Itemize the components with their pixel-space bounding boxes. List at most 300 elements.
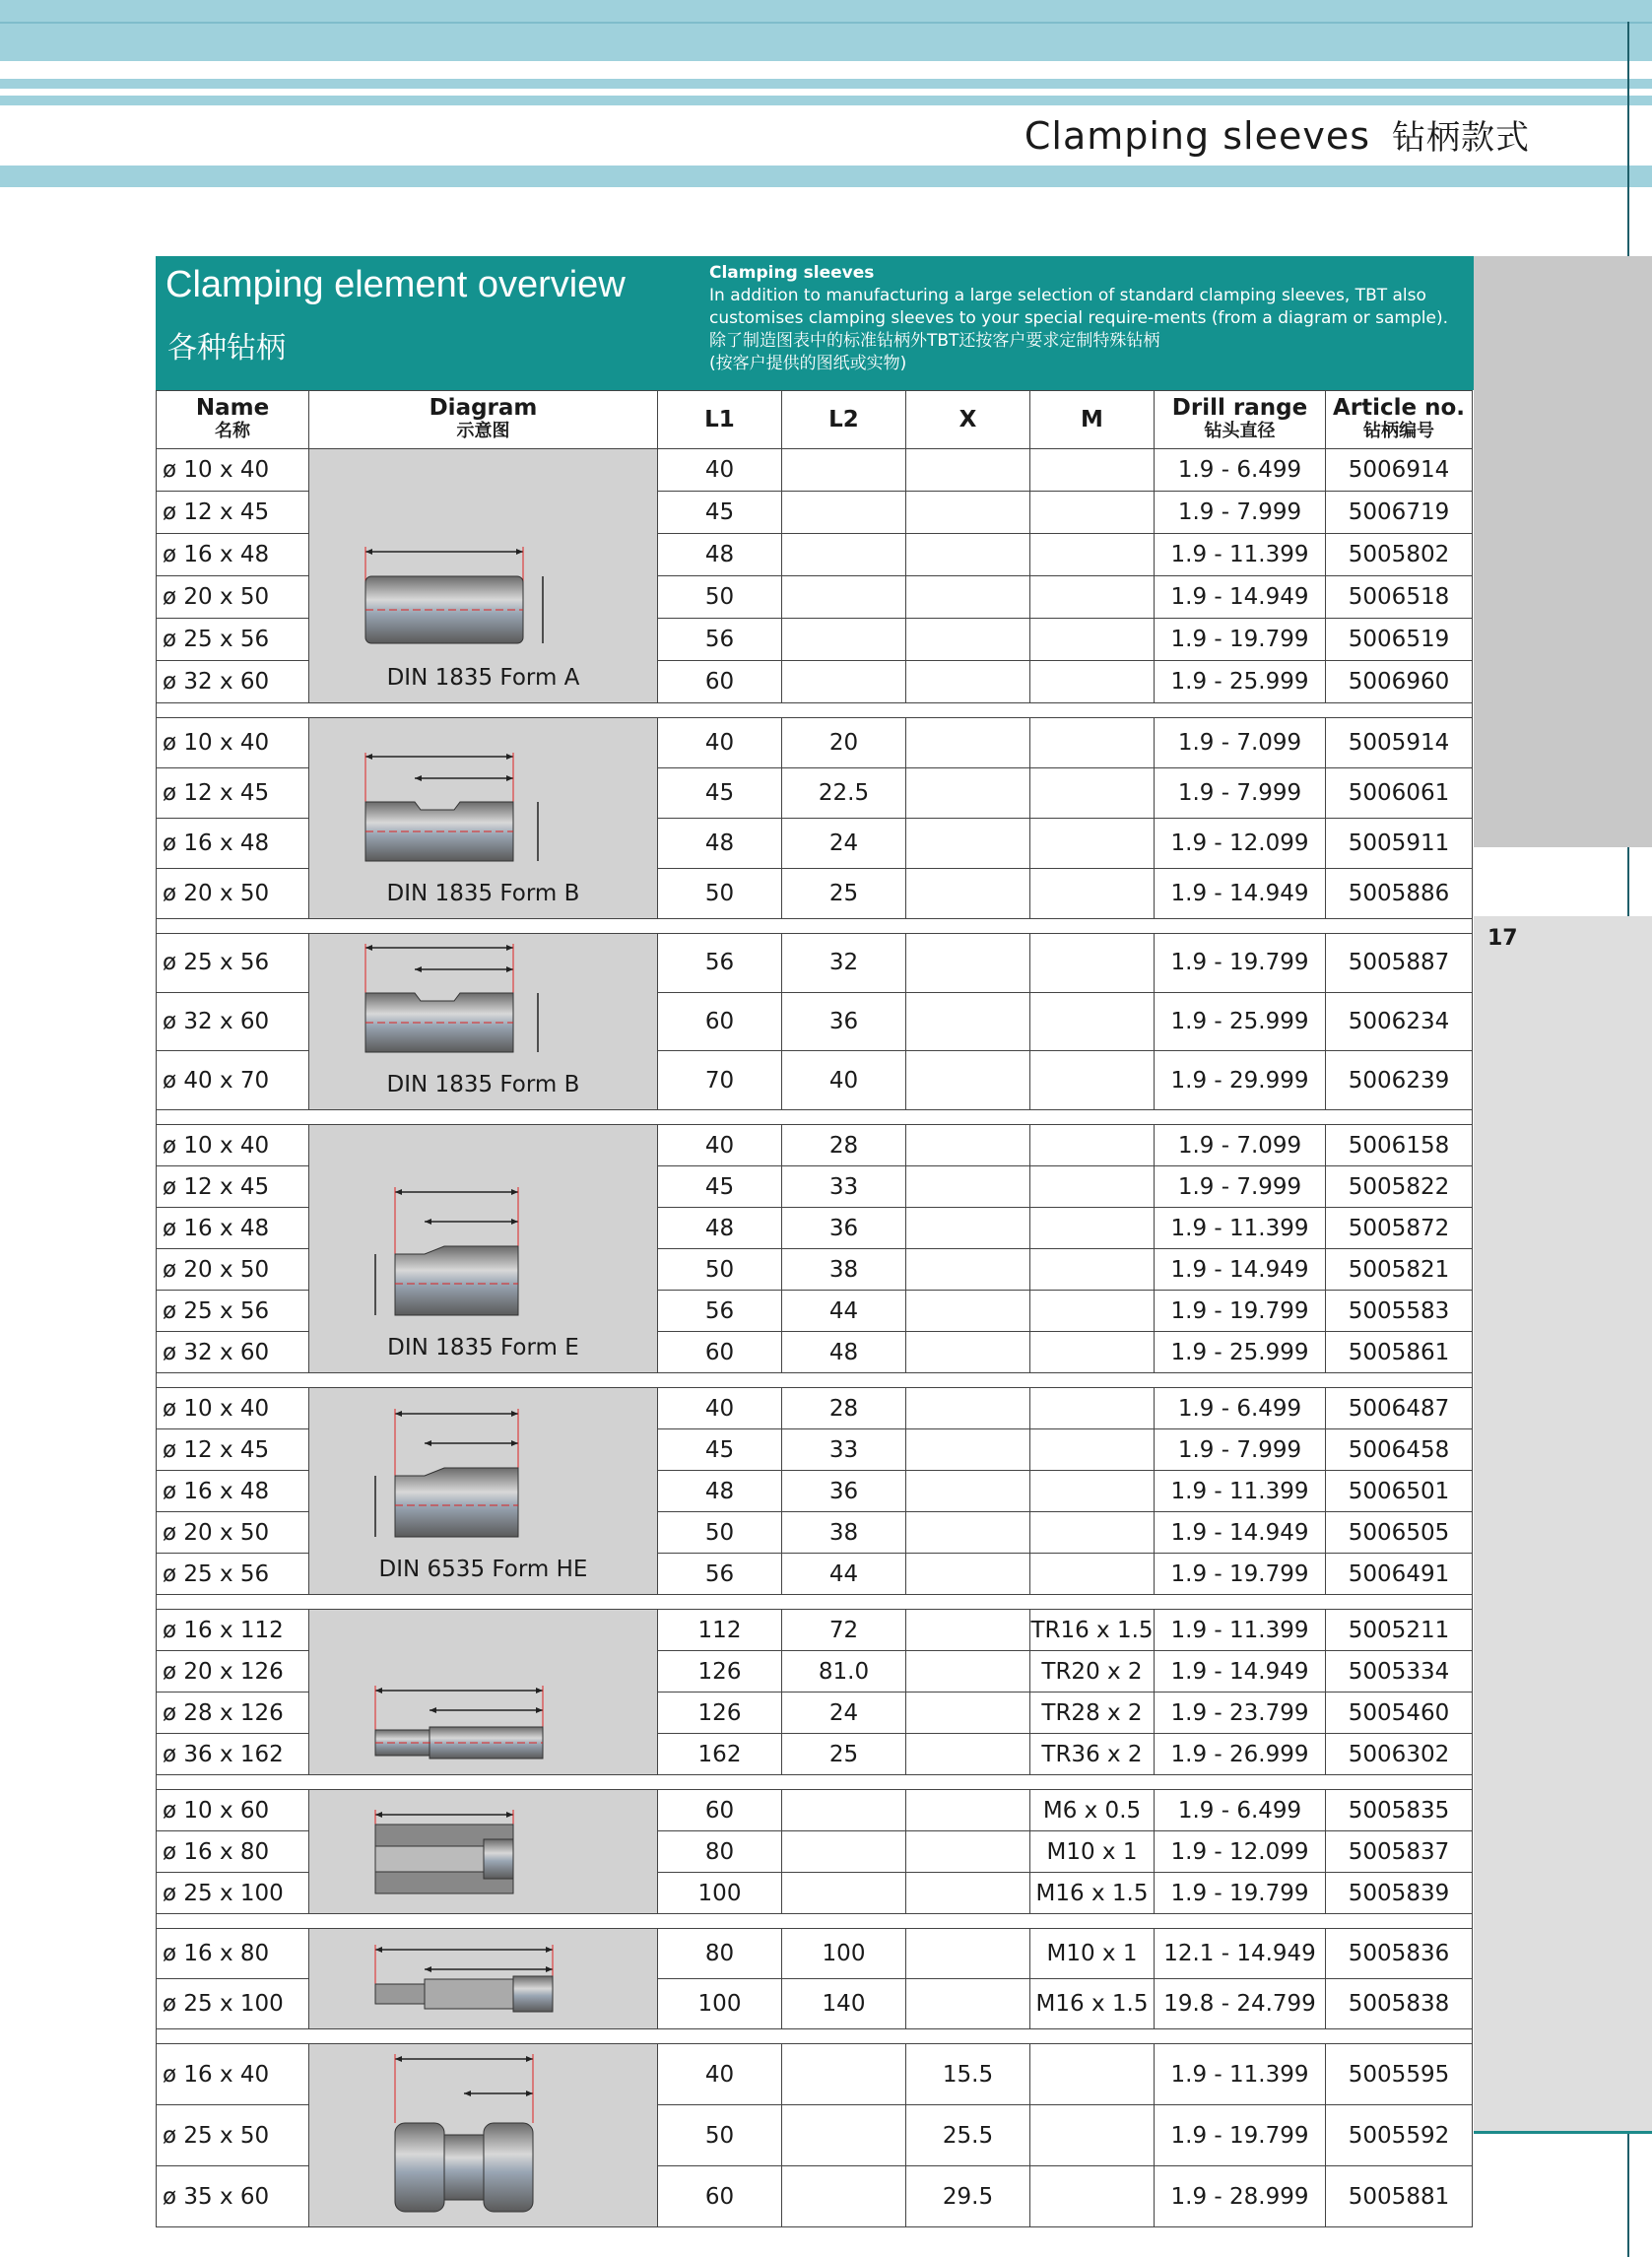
cell-drill: 1.9 - 7.999 xyxy=(1155,1166,1326,1208)
cell-x xyxy=(906,1790,1030,1831)
cell-l2 xyxy=(782,2044,906,2105)
cell-x xyxy=(906,1208,1030,1249)
cell-article: 5005211 xyxy=(1326,1610,1473,1651)
cell-diagram-formA xyxy=(309,449,658,703)
cell-x xyxy=(906,1512,1030,1554)
cell-article: 5005821 xyxy=(1326,1249,1473,1291)
cell-name: ø 16 x 48 xyxy=(157,1208,309,1249)
cell-l1: 50 xyxy=(658,576,782,619)
cell-m xyxy=(1030,2044,1155,2105)
cell-drill: 1.9 - 11.399 xyxy=(1155,1208,1326,1249)
cell-article: 5006234 xyxy=(1326,992,1473,1051)
cell-l2: 44 xyxy=(782,1291,906,1332)
table-row xyxy=(157,1388,1473,1429)
cell-l2: 25 xyxy=(782,869,906,919)
cell-name: ø 12 x 45 xyxy=(157,492,309,534)
cell-l2: 140 xyxy=(782,1979,906,2029)
cell-diagram-formE xyxy=(309,1125,658,1373)
cell-m: M10 x 1 xyxy=(1030,1831,1155,1873)
group-separator xyxy=(157,1110,1473,1125)
cell-l2: 22.5 xyxy=(782,768,906,819)
side-tab-lower xyxy=(1474,916,1652,2131)
cell-article: 5006914 xyxy=(1326,449,1473,492)
cell-drill: 1.9 - 11.399 xyxy=(1155,2044,1326,2105)
cell-l2: 38 xyxy=(782,1512,906,1554)
col-l1: L1 xyxy=(658,391,782,449)
cell-m xyxy=(1030,1512,1155,1554)
cell-drill: 1.9 - 7.099 xyxy=(1155,718,1326,768)
cell-article: 5006519 xyxy=(1326,619,1473,661)
table-header-row xyxy=(157,391,1473,449)
cell-m: M16 x 1.5 xyxy=(1030,1979,1155,2029)
cell-name: ø 12 x 45 xyxy=(157,1166,309,1208)
table-row xyxy=(157,449,1473,492)
page-title xyxy=(1024,110,1530,159)
cell-x xyxy=(906,1610,1030,1651)
cell-article: 5005911 xyxy=(1326,819,1473,869)
cell-drill: 1.9 - 19.799 xyxy=(1155,2105,1326,2166)
cell-l1: 56 xyxy=(658,934,782,993)
cell-article: 5005835 xyxy=(1326,1790,1473,1831)
cell-x xyxy=(906,1332,1030,1373)
cell-article: 5005861 xyxy=(1326,1332,1473,1373)
cell-l2 xyxy=(782,576,906,619)
cell-l2 xyxy=(782,492,906,534)
cell-article: 5006491 xyxy=(1326,1554,1473,1595)
cell-l1: 126 xyxy=(658,1651,782,1693)
cell-drill: 1.9 - 23.799 xyxy=(1155,1693,1326,1734)
cell-l2: 24 xyxy=(782,819,906,869)
cell-article: 5005802 xyxy=(1326,534,1473,576)
diagram-label: DIN 6535 Form HE xyxy=(378,1557,588,1582)
cell-l2 xyxy=(782,1873,906,1914)
cell-article: 5006158 xyxy=(1326,1125,1473,1166)
cell-l1: 56 xyxy=(658,619,782,661)
cell-l1: 60 xyxy=(658,1332,782,1373)
cell-x xyxy=(906,619,1030,661)
cell-m xyxy=(1030,1332,1155,1373)
cell-l1: 40 xyxy=(658,449,782,492)
cell-drill: 1.9 - 7.999 xyxy=(1155,492,1326,534)
cell-m xyxy=(1030,1166,1155,1208)
cell-x xyxy=(906,1873,1030,1914)
cell-l1: 45 xyxy=(658,1166,782,1208)
cell-name: ø 32 x 60 xyxy=(157,992,309,1051)
cell-l1: 126 xyxy=(658,1693,782,1734)
cell-l2 xyxy=(782,619,906,661)
cell-l2: 24 xyxy=(782,1693,906,1734)
table-row xyxy=(157,1929,1473,1979)
cell-l2: 72 xyxy=(782,1610,906,1651)
cell-drill: 1.9 - 11.399 xyxy=(1155,1471,1326,1512)
cell-article: 5006487 xyxy=(1326,1388,1473,1429)
cell-l1: 56 xyxy=(658,1554,782,1595)
diagram-drawing xyxy=(356,1389,612,1557)
cell-l1: 50 xyxy=(658,1249,782,1291)
cell-x: 25.5 xyxy=(906,2105,1030,2166)
cell-l2: 33 xyxy=(782,1166,906,1208)
cell-l1: 45 xyxy=(658,1429,782,1471)
diagram-drawing xyxy=(356,1795,612,1913)
cell-x xyxy=(906,661,1030,703)
col-name: Name 名称 xyxy=(157,391,309,449)
diagram-label: DIN 1835 Form B xyxy=(386,1072,580,1097)
cell-diagram-xgroove xyxy=(309,2044,658,2227)
cell-l2: 28 xyxy=(782,1125,906,1166)
cell-x xyxy=(906,492,1030,534)
diagram-drawing xyxy=(356,743,612,881)
cell-l2: 44 xyxy=(782,1554,906,1595)
cell-l2 xyxy=(782,534,906,576)
cell-x xyxy=(906,768,1030,819)
cell-l1: 162 xyxy=(658,1734,782,1775)
cell-x: 29.5 xyxy=(906,2166,1030,2227)
cell-name: ø 10 x 40 xyxy=(157,1125,309,1166)
cell-l1: 60 xyxy=(658,661,782,703)
overview-header xyxy=(156,256,1474,390)
cell-m xyxy=(1030,1388,1155,1429)
cell-name: ø 35 x 60 xyxy=(157,2166,309,2227)
cell-l1: 80 xyxy=(658,1831,782,1873)
diagram-label: DIN 1835 Form E xyxy=(387,1335,579,1361)
cell-m: M6 x 0.5 xyxy=(1030,1790,1155,1831)
cell-article: 5005881 xyxy=(1326,2166,1473,2227)
cell-l2: 33 xyxy=(782,1429,906,1471)
cell-l1: 45 xyxy=(658,768,782,819)
cell-drill: 1.9 - 11.399 xyxy=(1155,1610,1326,1651)
cell-m xyxy=(1030,576,1155,619)
cell-drill: 1.9 - 14.949 xyxy=(1155,869,1326,919)
table-row xyxy=(157,718,1473,768)
cell-drill: 1.9 - 7.099 xyxy=(1155,1125,1326,1166)
cell-l1: 56 xyxy=(658,1291,782,1332)
cell-l2: 25 xyxy=(782,1734,906,1775)
group-separator xyxy=(157,1595,1473,1610)
cell-name: ø 16 x 48 xyxy=(157,819,309,869)
cell-article: 5005839 xyxy=(1326,1873,1473,1914)
cell-drill: 1.9 - 6.499 xyxy=(1155,1790,1326,1831)
cell-l2 xyxy=(782,2105,906,2166)
cell-drill: 1.9 - 19.799 xyxy=(1155,1873,1326,1914)
cell-article: 5005914 xyxy=(1326,718,1473,768)
cell-l1: 70 xyxy=(658,1051,782,1110)
clamping-table xyxy=(156,390,1473,2227)
cell-name: ø 16 x 48 xyxy=(157,534,309,576)
cell-diagram-long xyxy=(309,1929,658,2029)
cell-name: ø 25 x 50 xyxy=(157,2105,309,2166)
cell-x xyxy=(906,1249,1030,1291)
cell-name: ø 10 x 40 xyxy=(157,449,309,492)
cell-l1: 60 xyxy=(658,1790,782,1831)
cell-l2: 48 xyxy=(782,1332,906,1373)
cell-article: 5005838 xyxy=(1326,1979,1473,2029)
cell-m xyxy=(1030,2105,1155,2166)
page-title-en: Clamping sleeves xyxy=(1024,114,1370,158)
cell-article: 5005886 xyxy=(1326,869,1473,919)
cell-l2: 38 xyxy=(782,1249,906,1291)
cell-l2: 36 xyxy=(782,1471,906,1512)
cell-m xyxy=(1030,1471,1155,1512)
cell-name: ø 16 x 112 xyxy=(157,1610,309,1651)
cell-diagram-formB2 xyxy=(309,934,658,1110)
cell-drill: 1.9 - 7.999 xyxy=(1155,1429,1326,1471)
cell-m xyxy=(1030,1125,1155,1166)
cell-l2: 81.0 xyxy=(782,1651,906,1693)
cell-m: M10 x 1 xyxy=(1030,1929,1155,1979)
top-stripe-3 xyxy=(0,79,1652,89)
cell-name: ø 36 x 162 xyxy=(157,1734,309,1775)
cell-x xyxy=(906,1429,1030,1471)
cell-m xyxy=(1030,534,1155,576)
cell-x xyxy=(906,819,1030,869)
group-separator xyxy=(157,1914,1473,1929)
cell-l1: 40 xyxy=(658,2044,782,2105)
cell-drill: 1.9 - 14.949 xyxy=(1155,1512,1326,1554)
cell-drill: 1.9 - 14.949 xyxy=(1155,1249,1326,1291)
cell-drill: 1.9 - 6.499 xyxy=(1155,1388,1326,1429)
desc-title: Clamping sleeves xyxy=(709,263,875,283)
cell-l2: 20 xyxy=(782,718,906,768)
cell-m xyxy=(1030,819,1155,869)
diagram-drawing xyxy=(356,2044,612,2226)
cell-m xyxy=(1030,661,1155,703)
page-number: 17 xyxy=(1487,926,1518,951)
cell-m: TR16 x 1.5 xyxy=(1030,1610,1155,1651)
cell-l2 xyxy=(782,1790,906,1831)
cell-x xyxy=(906,1693,1030,1734)
cell-x xyxy=(906,576,1030,619)
cell-name: ø 25 x 56 xyxy=(157,1291,309,1332)
group-separator xyxy=(157,2029,1473,2044)
cell-name: ø 25 x 100 xyxy=(157,1979,309,2029)
col-x: X xyxy=(906,391,1030,449)
top-stripe-4 xyxy=(0,96,1652,105)
cell-l1: 60 xyxy=(658,992,782,1051)
cell-name: ø 28 x 126 xyxy=(157,1693,309,1734)
cell-article: 5005460 xyxy=(1326,1693,1473,1734)
cell-name: ø 40 x 70 xyxy=(157,1051,309,1110)
table-row xyxy=(157,2044,1473,2105)
cell-m xyxy=(1030,1208,1155,1249)
cell-article: 5005836 xyxy=(1326,1929,1473,1979)
cell-article: 5005837 xyxy=(1326,1831,1473,1873)
diagram-drawing xyxy=(356,1656,612,1774)
cell-article: 5006501 xyxy=(1326,1471,1473,1512)
cell-drill: 1.9 - 26.999 xyxy=(1155,1734,1326,1775)
cell-drill: 1.9 - 25.999 xyxy=(1155,1332,1326,1373)
cell-drill: 1.9 - 6.499 xyxy=(1155,449,1326,492)
cell-diagram-tapped xyxy=(309,1790,658,1914)
cell-name: ø 20 x 50 xyxy=(157,576,309,619)
cell-m xyxy=(1030,1429,1155,1471)
cell-l1: 40 xyxy=(658,1388,782,1429)
desc-cn-2: (按客户提供的图纸或实物) xyxy=(709,354,907,373)
cell-drill: 1.9 - 25.999 xyxy=(1155,992,1326,1051)
side-tab-rule xyxy=(1474,2131,1652,2134)
cell-article: 5006505 xyxy=(1326,1512,1473,1554)
cell-l1: 45 xyxy=(658,492,782,534)
cell-l2: 40 xyxy=(782,1051,906,1110)
cell-drill: 1.9 - 11.399 xyxy=(1155,534,1326,576)
cell-name: ø 20 x 50 xyxy=(157,1512,309,1554)
cell-x xyxy=(906,992,1030,1051)
cell-l2: 100 xyxy=(782,1929,906,1979)
cell-drill: 1.9 - 29.999 xyxy=(1155,1051,1326,1110)
group-separator xyxy=(157,1373,1473,1388)
cell-m xyxy=(1030,992,1155,1051)
cell-x xyxy=(906,1388,1030,1429)
group-separator xyxy=(157,1775,1473,1790)
cell-drill: 1.9 - 19.799 xyxy=(1155,619,1326,661)
cell-x xyxy=(906,534,1030,576)
cell-name: ø 25 x 100 xyxy=(157,1873,309,1914)
cell-name: ø 25 x 56 xyxy=(157,934,309,993)
cell-l1: 60 xyxy=(658,2166,782,2227)
cell-m xyxy=(1030,934,1155,993)
cell-x xyxy=(906,1051,1030,1110)
cell-drill: 1.9 - 28.999 xyxy=(1155,2166,1326,2227)
cell-name: ø 12 x 45 xyxy=(157,768,309,819)
cell-article: 5005595 xyxy=(1326,2044,1473,2105)
cell-drill: 1.9 - 14.949 xyxy=(1155,576,1326,619)
cell-drill: 1.9 - 25.999 xyxy=(1155,661,1326,703)
cell-x xyxy=(906,718,1030,768)
cell-l1: 48 xyxy=(658,1471,782,1512)
cell-name: ø 32 x 60 xyxy=(157,1332,309,1373)
cell-m xyxy=(1030,768,1155,819)
cell-x xyxy=(906,1125,1030,1166)
cell-name: ø 10 x 40 xyxy=(157,718,309,768)
cell-drill: 19.8 - 24.799 xyxy=(1155,1979,1326,2029)
cell-article: 5005887 xyxy=(1326,934,1473,993)
header-title-en: Clamping element overview xyxy=(165,264,626,305)
cell-article: 5005334 xyxy=(1326,1651,1473,1693)
cell-m xyxy=(1030,1291,1155,1332)
cell-m xyxy=(1030,449,1155,492)
cell-x xyxy=(906,1554,1030,1595)
cell-l1: 48 xyxy=(658,819,782,869)
col-l2: L2 xyxy=(782,391,906,449)
cell-article: 5005822 xyxy=(1326,1166,1473,1208)
side-tab-upper xyxy=(1474,256,1652,847)
table-row xyxy=(157,1125,1473,1166)
cell-name: ø 20 x 50 xyxy=(157,1249,309,1291)
cell-article: 5006458 xyxy=(1326,1429,1473,1471)
cell-l2: 36 xyxy=(782,1208,906,1249)
cell-article: 5006518 xyxy=(1326,576,1473,619)
cell-name: ø 10 x 60 xyxy=(157,1790,309,1831)
header-description xyxy=(709,262,1448,375)
cell-l1: 50 xyxy=(658,869,782,919)
diagram-drawing xyxy=(356,517,612,665)
cell-l1: 50 xyxy=(658,1512,782,1554)
cell-l2 xyxy=(782,449,906,492)
table-row xyxy=(157,934,1473,993)
cell-article: 5005592 xyxy=(1326,2105,1473,2166)
title-stripe xyxy=(0,166,1652,187)
cell-l1: 100 xyxy=(658,1873,782,1914)
cell-drill: 1.9 - 19.799 xyxy=(1155,1291,1326,1332)
cell-article: 5005583 xyxy=(1326,1291,1473,1332)
cell-drill: 1.9 - 12.099 xyxy=(1155,1831,1326,1873)
cell-m xyxy=(1030,492,1155,534)
cell-diagram-formHE xyxy=(309,1388,658,1595)
cell-name: ø 16 x 80 xyxy=(157,1929,309,1979)
group-separator xyxy=(157,703,1473,718)
cell-drill: 1.9 - 12.099 xyxy=(1155,819,1326,869)
cell-l1: 48 xyxy=(658,1208,782,1249)
cell-x xyxy=(906,449,1030,492)
cell-article: 5006960 xyxy=(1326,661,1473,703)
cell-drill: 1.9 - 7.999 xyxy=(1155,768,1326,819)
cell-m xyxy=(1030,1249,1155,1291)
table-row xyxy=(157,1790,1473,1831)
cell-x xyxy=(906,934,1030,993)
cell-l2 xyxy=(782,1831,906,1873)
col-m: M xyxy=(1030,391,1155,449)
cell-article: 5005872 xyxy=(1326,1208,1473,1249)
cell-x xyxy=(906,1831,1030,1873)
cell-name: ø 16 x 40 xyxy=(157,2044,309,2105)
table-row xyxy=(157,1610,1473,1651)
cell-name: ø 32 x 60 xyxy=(157,661,309,703)
cell-x xyxy=(906,1291,1030,1332)
cell-article: 5006719 xyxy=(1326,492,1473,534)
cell-drill: 1.9 - 14.949 xyxy=(1155,1651,1326,1693)
cell-m xyxy=(1030,1554,1155,1595)
cell-x xyxy=(906,1979,1030,2029)
cell-m: TR36 x 2 xyxy=(1030,1734,1155,1775)
page-title-cn: 钻柄款式 xyxy=(1392,118,1530,158)
top-stripe-1 xyxy=(0,0,1652,22)
cell-article: 5006302 xyxy=(1326,1734,1473,1775)
cell-l1: 48 xyxy=(658,534,782,576)
cell-name: ø 10 x 40 xyxy=(157,1388,309,1429)
cell-l2 xyxy=(782,661,906,703)
cell-x xyxy=(906,1734,1030,1775)
cell-l2: 36 xyxy=(782,992,906,1051)
cell-x xyxy=(906,1651,1030,1693)
cell-article: 5006061 xyxy=(1326,768,1473,819)
cell-l1: 50 xyxy=(658,2105,782,2166)
cell-article: 5006239 xyxy=(1326,1051,1473,1110)
cell-m xyxy=(1030,1051,1155,1110)
cell-name: ø 12 x 45 xyxy=(157,1429,309,1471)
cell-m xyxy=(1030,718,1155,768)
cell-l1: 80 xyxy=(658,1929,782,1979)
cell-l1: 40 xyxy=(658,718,782,768)
cell-l1: 112 xyxy=(658,1610,782,1651)
cell-x: 15.5 xyxy=(906,2044,1030,2105)
header-title-cn: 各种钻柄 xyxy=(167,331,286,365)
desc-en-1: In addition to manufacturing a large selection of standard clamping sleeves, TBT also xyxy=(709,286,1426,305)
cell-l1: 100 xyxy=(658,1979,782,2029)
top-stripe-2 xyxy=(0,24,1652,61)
diagram-label: DIN 1835 Form A xyxy=(386,665,580,691)
cell-m xyxy=(1030,2166,1155,2227)
cell-drill: 1.9 - 19.799 xyxy=(1155,1554,1326,1595)
cell-m: TR28 x 2 xyxy=(1030,1693,1155,1734)
group-separator xyxy=(157,919,1473,934)
desc-cn-1: 除了制造图表中的标准钻柄外TBT还按客户要求定制特殊钻柄 xyxy=(709,331,1160,351)
cell-drill: 1.9 - 19.799 xyxy=(1155,934,1326,993)
diagram-drawing xyxy=(356,1167,612,1335)
cell-x xyxy=(906,1166,1030,1208)
cell-x xyxy=(906,869,1030,919)
cell-name: ø 16 x 48 xyxy=(157,1471,309,1512)
cell-name: ø 25 x 56 xyxy=(157,619,309,661)
col-diagram: Diagram 示意图 xyxy=(309,391,658,449)
